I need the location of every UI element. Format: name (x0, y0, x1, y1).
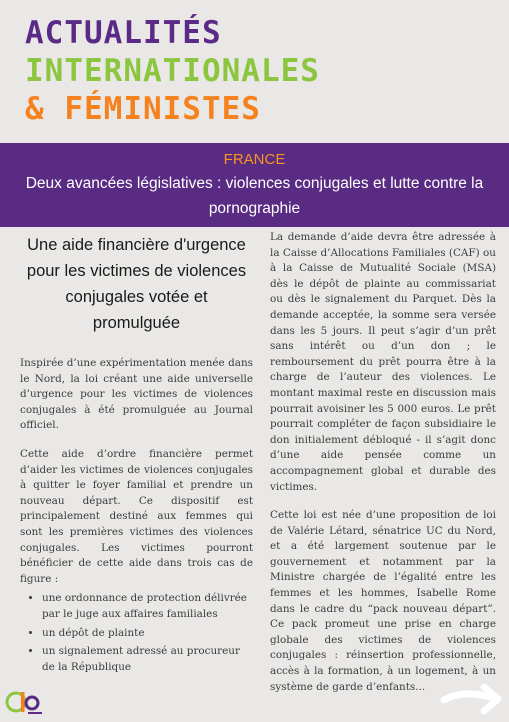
right-column (270, 230, 496, 708)
article-subhead: Une aide financière d'urgence pour les victimes de violences conjugales votée et promulguée (26, 236, 247, 332)
list-item: • un dépôt de plainte (42, 626, 253, 642)
arrow-right-icon[interactable] (440, 677, 504, 721)
paragraph: Cette aide d’ordre financière permet d’aider les victimes de violences conjugales à quitter le foyer familial et prendre un nouveau départ. Ce dispositif est principalement destiné aux femmes qui sont les premières victimes des violences conjugales. Les victimes pourront bénéficier de cette aide dans trois cas de figure : (20, 447, 253, 585)
banner-headline: Deux avancées législatives : violences conjugales et lutte contre la pornographie (25, 175, 484, 217)
paragraph: La demande d’aide devra être adressée à la Caisse d’Allocations Familiales (CAF) ou à la Caisse de Mutualité Sociale (MSA) dès le dépôt de plainte au commissariat ou dès le signalement du Parquet. Dès la demande acceptée, la somme sera versée dans les 5 jours. Il peut s’agir d’un prêt sans intérêt ou d’un don ; le remboursement du prêt pourra être à la charge de l’auteur des violences. Le montant maximal reste en discussion mais pourrait avoisiner les 5 000 euros. Le prêt pourrait compléter de façon subsidiaire le don initialement débloqué - il s’agit donc d’une aide pensée comme un accompagnement global et durable des victimes. (270, 231, 496, 493)
masthead-line-3: & FÉMINISTES (25, 91, 261, 127)
clef-logo (4, 686, 44, 722)
paragraph: Cette loi est née d’une proposition de loi de Valérie Létard, sénatrice UC du Nord, et a été largement soutenue par le gouvernement et notamment par la Ministre chargée de l’égalité entre les femmes et les hommes, Isabelle Rome dans le cadre du “pack nouveau départ”. Ce pack promeut une prise en charge globale des victimes de violences conjugales : réinsertion professionnelle, accès à la formation, à un logement, à un système de garde d’enfants... (270, 509, 496, 693)
list-item: • un signalement adressé au procureur de la République (42, 644, 253, 675)
case-list (20, 591, 253, 675)
paragraph: Inspirée d’une expérimentation menée dans le Nord, la loi créant une aide universelle d’urgence pour les victimes de violences conjugales à été promulguée au Journal officiel. (20, 357, 253, 432)
country-label: FRANCE (223, 151, 286, 168)
masthead-line-1: ACTUALITÉS (25, 15, 222, 51)
list-item: • une ordonnance de protection délivrée par le juge aux affaires familiales (42, 591, 253, 622)
masthead (25, 14, 320, 128)
left-column (20, 232, 253, 678)
section-banner (0, 143, 509, 227)
masthead-line-2: INTERNATIONALES (25, 53, 320, 89)
